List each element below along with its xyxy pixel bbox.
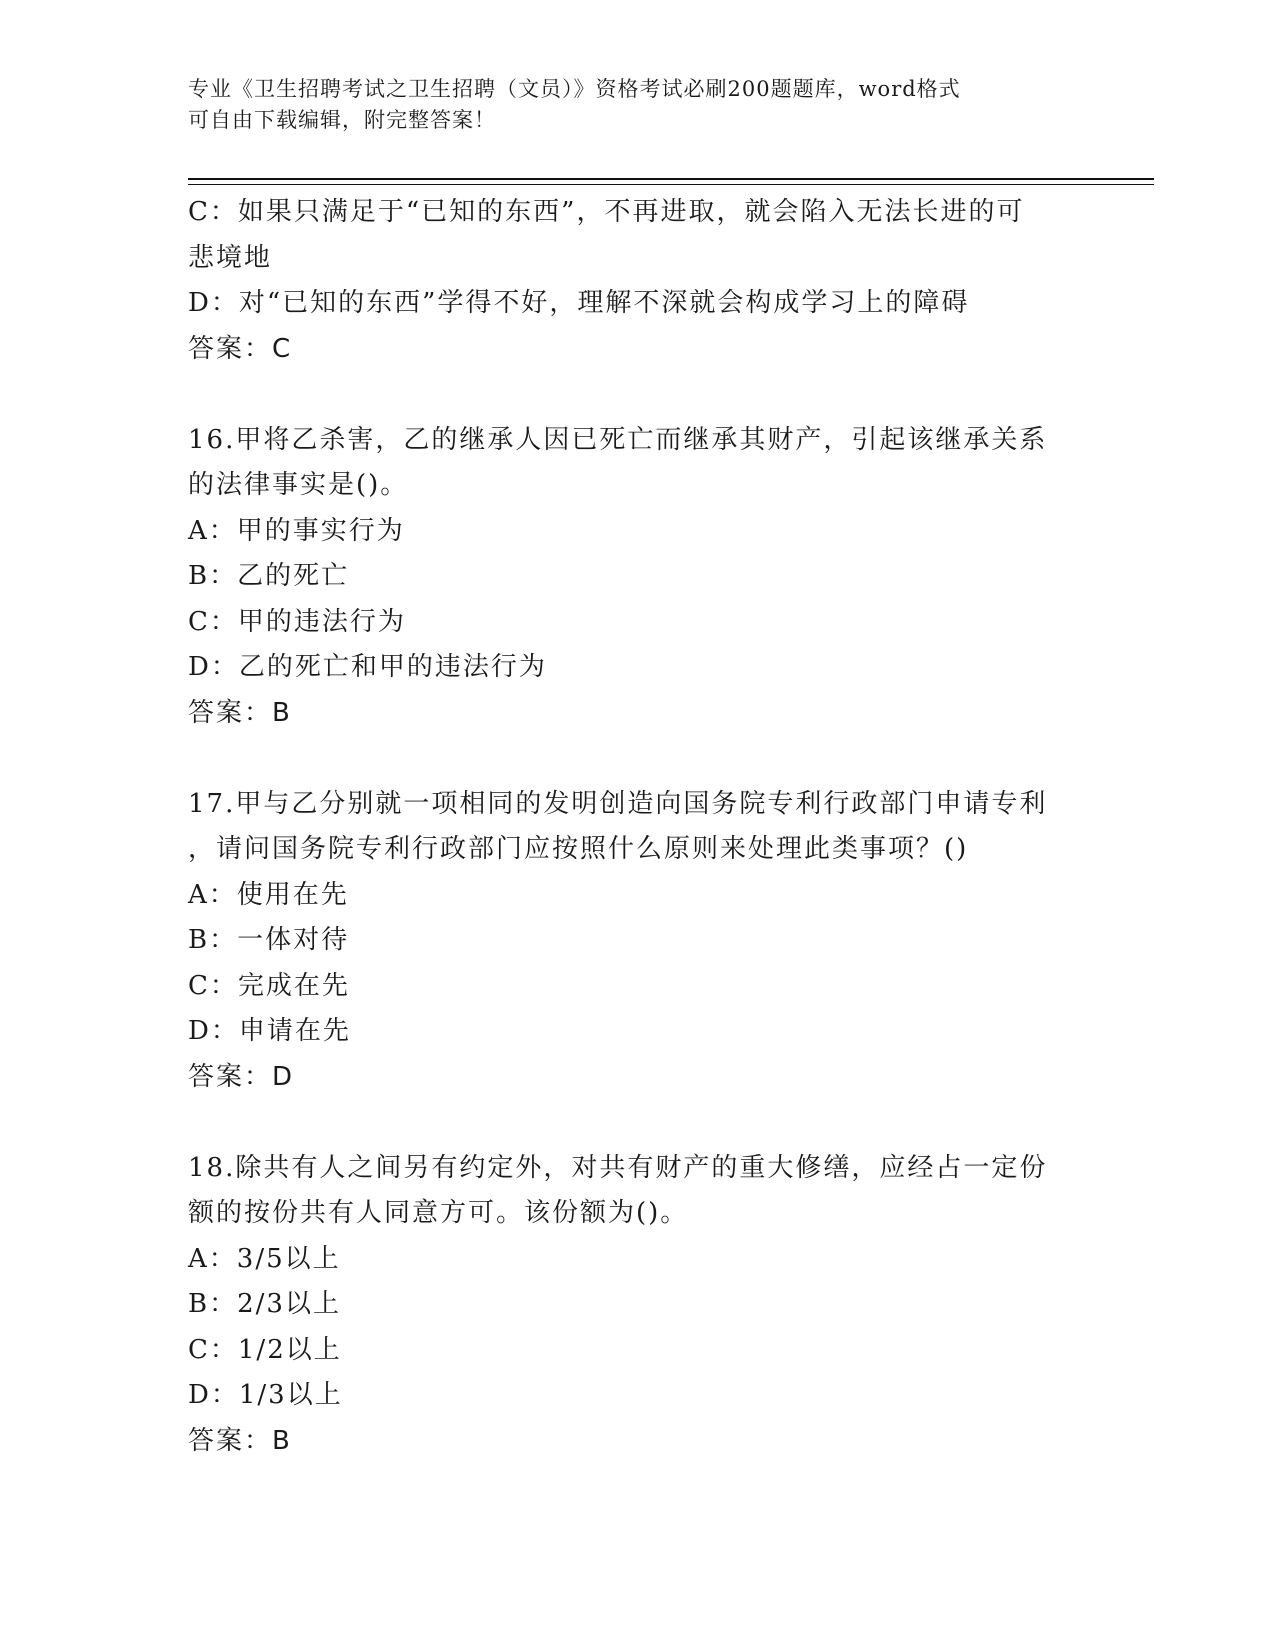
option-a: A：甲的事实行为	[188, 515, 405, 546]
question-stem-continuation: 的法律事实是()。	[188, 470, 409, 500]
option-d: D：申请在先	[188, 1016, 351, 1046]
answer-line: 答案：B	[188, 1425, 292, 1456]
previous-question-block	[188, 190, 1088, 372]
question-stem-continuation: ，请问国务院专利行政部门应按照什么原则来处理此类事项？()	[188, 834, 969, 864]
option-b: B：乙的死亡	[188, 561, 350, 591]
header-divider-thin	[188, 184, 1154, 185]
answer-line: 答案：B	[188, 697, 292, 728]
answer-line: 答案：C	[188, 333, 293, 364]
question-stem: 17.甲与乙分别就一项相同的发明创造向国务院专利行政部门申请专利	[188, 788, 1048, 819]
question-stem: 16.甲将乙杀害，乙的继承人因已死亡而继承其财产，引起该继承关系	[188, 424, 1048, 455]
option-a: A：使用在先	[188, 879, 349, 910]
option-d: D：1/3以上	[188, 1380, 343, 1410]
option-c-continuation: 悲境地	[188, 242, 273, 273]
question-18	[188, 1146, 1088, 1465]
option-c: C：甲的违法行为	[188, 606, 406, 637]
option-c: C：如果只满足于“已知的东西”，不再进取，就会陷入无法长进的可	[188, 197, 1025, 227]
header-divider-thick	[188, 178, 1154, 180]
question-stem: 18.除共有人之间另有约定外，对共有财产的重大修缮，应经占一定份	[188, 1152, 1048, 1183]
spacer	[188, 1100, 1088, 1146]
header-title-line-2: 可自由下载编辑，附完整答案！	[188, 108, 496, 132]
option-a: A：3/5以上	[188, 1243, 341, 1274]
document-header	[188, 74, 1068, 136]
option-b: B：一体对待	[188, 925, 350, 955]
spacer	[188, 736, 1088, 782]
question-stem-continuation: 额的按份共有人同意方可。该份额为()。	[188, 1198, 689, 1228]
option-d: D：对“已知的东西”学得不好，理解不深就会构成学习上的障碍	[188, 288, 970, 318]
spacer	[188, 372, 1088, 418]
answer-line: 答案：D	[188, 1061, 295, 1092]
header-title-line-1: 专业《卫生招聘考试之卫生招聘（文员）》资格考试必刷200题题库，word格式	[188, 77, 961, 101]
option-c: C：1/2以上	[188, 1334, 342, 1365]
question-content	[188, 190, 1088, 1464]
question-16	[188, 418, 1088, 737]
option-c: C：完成在先	[188, 970, 350, 1001]
option-b: B：2/3以上	[188, 1289, 341, 1319]
question-17	[188, 782, 1088, 1101]
option-d: D：乙的死亡和甲的违法行为	[188, 652, 547, 682]
